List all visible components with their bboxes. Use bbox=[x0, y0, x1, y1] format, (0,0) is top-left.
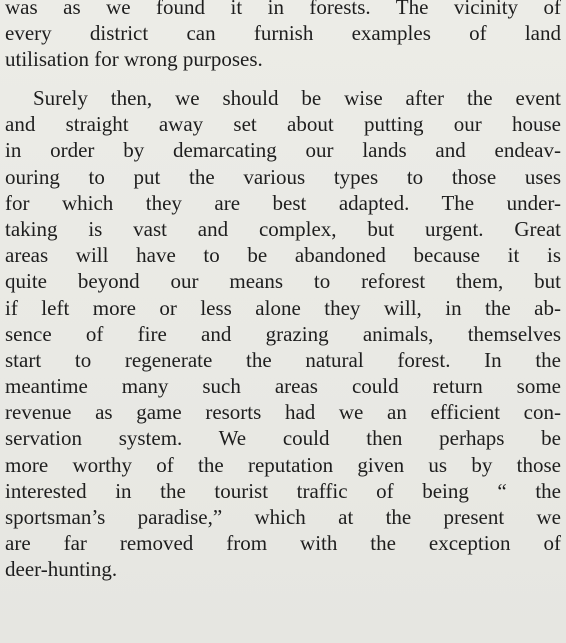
paragraph-2 bbox=[5, 85, 561, 583]
text-line: sportsman’s paradise,” which at the present we bbox=[5, 505, 561, 529]
text-line: servation system. We could then perhaps be bbox=[5, 426, 561, 451]
text-line: taking is vast and complex, but urgent. Great bbox=[5, 216, 561, 241]
text-line: every district can furnish examples of land bbox=[5, 21, 561, 46]
text-line: sence of fire and grazing animals, themselves bbox=[5, 321, 561, 346]
text-line: in order by demarcating our lands and endeav- bbox=[5, 138, 561, 163]
text-line: revenue as game resorts had we an efficient con- bbox=[5, 400, 561, 425]
text-line: ouring to put the various types to those uses bbox=[5, 164, 561, 189]
text-line: was as we found it in forests. The vicinity of bbox=[5, 0, 561, 19]
text-line: quite beyond our means to reforest them, but bbox=[5, 269, 561, 294]
text-line: interested in the tourist traffic of being “ the bbox=[5, 478, 561, 503]
text-line: areas will have to be abandoned because it is bbox=[5, 243, 561, 268]
text-line: for which they are best adapted. The under- bbox=[5, 190, 561, 215]
text-line: and straight away set about putting our house bbox=[5, 112, 561, 137]
text-line: start to regenerate the natural forest. In the bbox=[5, 347, 561, 372]
text-line: Surely then, we should be wise after the event bbox=[33, 86, 561, 110]
paragraph-1 bbox=[5, 0, 561, 73]
text-line: meantime many such areas could return some bbox=[5, 374, 561, 399]
text-line: more worthy of the reputation given us by those bbox=[5, 452, 561, 477]
text-line: deer-hunting. bbox=[5, 557, 118, 582]
text-line: are far removed from with the exception of bbox=[5, 531, 561, 556]
text-line: utilisation for wrong purposes. bbox=[5, 47, 263, 72]
text-line: if left more or less alone they will, in the ab- bbox=[5, 295, 561, 320]
